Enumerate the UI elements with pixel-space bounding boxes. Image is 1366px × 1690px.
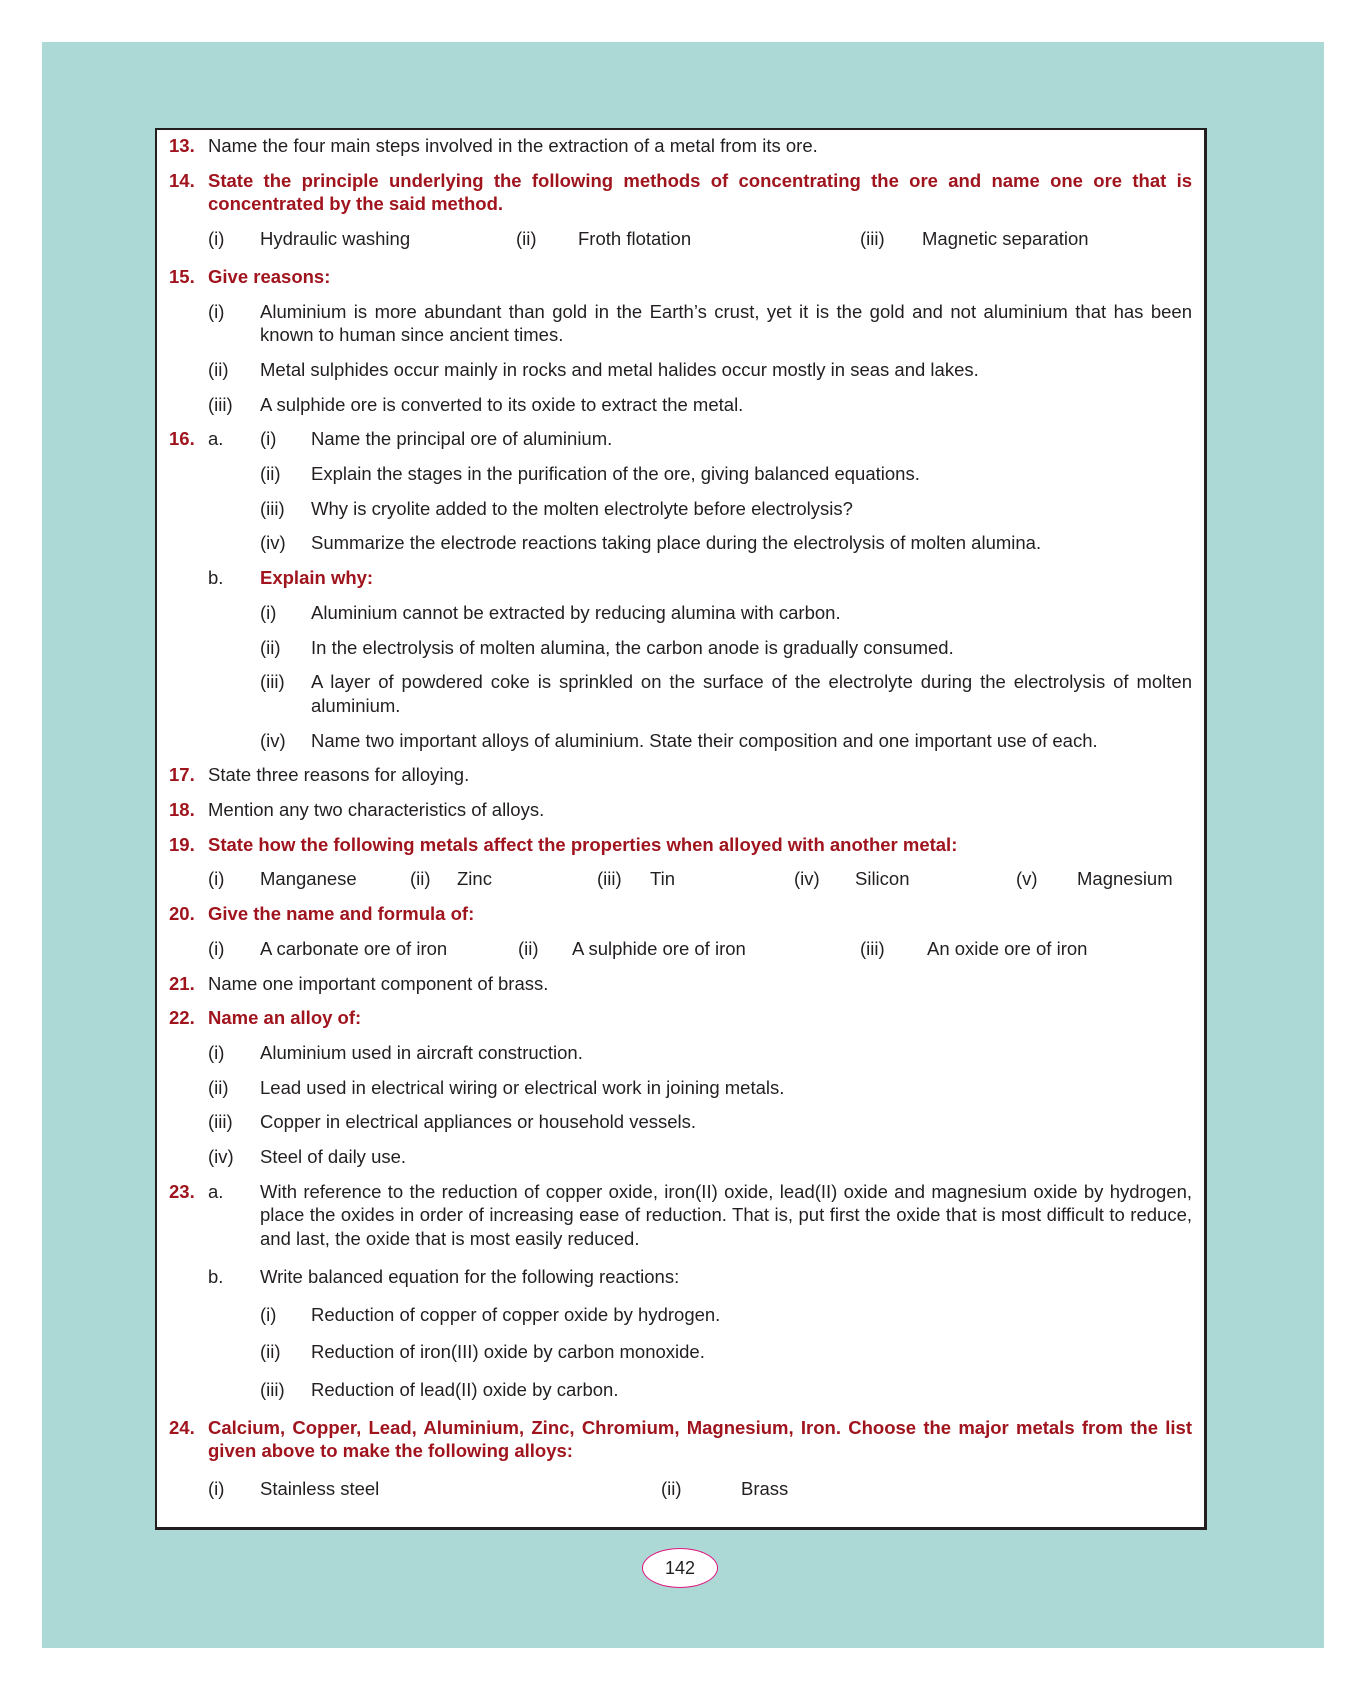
sub-item: [169, 393, 1192, 417]
question-number: 16.: [169, 428, 195, 450]
question-number: 19.: [169, 833, 195, 855]
sub-item: [169, 1145, 1192, 1169]
option-label: (i): [208, 937, 225, 959]
option-text: A carbonate ore of iron: [260, 937, 448, 959]
sub-item: [169, 1378, 1192, 1402]
question-text: State three reasons for alloying.: [208, 764, 470, 786]
question-number: 15.: [169, 265, 195, 287]
question-15: [169, 265, 1192, 289]
option-label: (ii): [410, 868, 431, 890]
sub-text: In the electrolysis of molten alumina, the carbon anode is gradually consumed.: [311, 636, 954, 658]
part-text: With reference to the reduction of copper oxide, iron(II) oxide, lead(II) oxide and magnesium oxide by hydrogen, place the oxides in order of increasing ease of reduction. That is, put first the oxide that is most difficult to reduce, and last, the oxide that is most easily reduced.: [260, 1180, 1192, 1250]
part-label: b.: [208, 1265, 224, 1287]
question-number: 18.: [169, 799, 195, 821]
sub-item: [169, 1041, 1192, 1065]
sub-text: A layer of powdered coke is sprinkled on the surface of the electrolyte during the electrolysis of molten aluminium.: [311, 671, 1192, 716]
option-label: (i): [208, 228, 225, 250]
option-label: (ii): [518, 937, 539, 959]
option-label: (i): [208, 1478, 225, 1500]
question-14: [169, 169, 1192, 216]
option-text: Silicon: [855, 868, 910, 890]
option-text: Manganese: [260, 868, 357, 890]
question-text: Name an alloy of:: [208, 1007, 362, 1029]
sub-item: [169, 1076, 1192, 1100]
part-label: a.: [208, 1180, 224, 1202]
sub-label: (ii): [260, 463, 281, 485]
option-text: Hydraulic washing: [260, 228, 411, 250]
question-19-options: [169, 867, 1192, 891]
question-text: Calcium, Copper, Lead, Aluminium, Zinc, Chromium, Magnesium, Iron. Choose the major metals from the list given above to make the following alloys:: [208, 1416, 1192, 1462]
sub-text: Reduction of copper of copper oxide by hydrogen.: [311, 1303, 721, 1325]
sub-label: (i): [208, 300, 225, 322]
question-19: [169, 833, 1192, 857]
question-number: 20.: [169, 903, 195, 925]
question-text: Give the name and formula of:: [208, 903, 475, 925]
sub-item: [169, 636, 1192, 660]
option-label: (ii): [661, 1478, 682, 1500]
question-text: State the principle underlying the following methods of concentrating the ore and name one ore that is concentrated by the said method.: [208, 169, 1192, 215]
sub-label: (ii): [208, 358, 229, 380]
sub-label: (iii): [260, 497, 285, 519]
sub-text: Reduction of lead(II) oxide by carbon.: [311, 1378, 619, 1400]
sub-label: (iii): [208, 1111, 233, 1133]
option-text: Magnetic separation: [922, 228, 1089, 250]
option-label: (iii): [597, 868, 622, 890]
part-label: a.: [208, 428, 224, 450]
sub-text: Explain the stages in the purification of the ore, giving balanced equations.: [311, 463, 920, 485]
question-21: [169, 972, 1192, 996]
option-text: Stainless steel: [260, 1478, 380, 1500]
sub-label: (i): [260, 601, 277, 623]
option-label: (i): [208, 868, 225, 890]
question-text: Mention any two characteristics of alloys.: [208, 799, 545, 821]
sub-label: (i): [260, 1303, 277, 1325]
option-label: (iii): [860, 937, 885, 959]
question-number: 17.: [169, 764, 195, 786]
sub-label: (ii): [208, 1076, 229, 1098]
part-heading: Explain why:: [260, 567, 374, 589]
question-17: [169, 763, 1192, 787]
sub-text: A sulphide ore is converted to its oxide to extract the metal.: [260, 393, 744, 415]
sub-label: (iv): [208, 1146, 234, 1168]
option-label: (iii): [860, 228, 885, 250]
sub-item: [169, 1110, 1192, 1134]
option-text: Froth flotation: [578, 228, 692, 250]
question-text: Name one important component of brass.: [208, 972, 549, 994]
option-text: Tin: [650, 868, 676, 890]
option-label: (v): [1016, 868, 1038, 890]
question-text: Give reasons:: [208, 265, 331, 287]
sub-item: [169, 729, 1192, 753]
question-number: 23.: [169, 1180, 195, 1202]
sub-text: Aluminium used in aircraft construction.: [260, 1041, 583, 1063]
part-text: Write balanced equation for the following reactions:: [260, 1265, 680, 1287]
question-16b: [169, 566, 1192, 590]
sub-item: [169, 601, 1192, 625]
sub-label: (ii): [260, 1341, 281, 1363]
option-text: A sulphide ore of iron: [572, 937, 746, 959]
sub-label: (ii): [260, 636, 281, 658]
question-13: [169, 134, 1192, 158]
option-label: (iv): [794, 868, 820, 890]
sub-text: Summarize the electrode reactions taking place during the electrolysis of molten alumina.: [311, 532, 1042, 554]
sub-label: (iii): [260, 671, 285, 693]
question-20: [169, 902, 1192, 926]
question-number: 13.: [169, 135, 195, 156]
question-18: [169, 798, 1192, 822]
sub-label: (iv): [260, 532, 286, 554]
sub-text: Name two important alloys of aluminium. State their composition and one important use of each.: [311, 729, 1098, 751]
sub-label: (i): [260, 428, 277, 450]
option-label: (ii): [516, 228, 537, 250]
option-text: An oxide ore of iron: [927, 937, 1088, 959]
sub-label: (iv): [260, 729, 286, 751]
sub-text: Aluminium cannot be extracted by reducing alumina with carbon.: [311, 601, 841, 623]
sub-item: [169, 670, 1192, 717]
sub-text: Name the principal ore of aluminium.: [311, 428, 613, 450]
exercise-box: [155, 128, 1207, 1530]
option-text: Brass: [741, 1478, 789, 1500]
sub-text: Reduction of iron(III) oxide by carbon monoxide.: [311, 1341, 705, 1363]
sub-text: Lead used in electrical wiring or electrical work in joining metals.: [260, 1076, 785, 1098]
option-text: Magnesium: [1077, 868, 1173, 890]
sub-text: Metal sulphides occur mainly in rocks and metal halides occur mostly in seas and lakes.: [260, 358, 979, 380]
option-text: Zinc: [457, 868, 492, 890]
part-label: b.: [208, 567, 224, 589]
sub-item: [169, 531, 1192, 555]
question-22: [169, 1006, 1192, 1030]
question-number: 21.: [169, 972, 195, 994]
question-24-options: [169, 1477, 1192, 1501]
sub-text: Steel of daily use.: [260, 1146, 407, 1168]
sub-label: (iii): [260, 1378, 285, 1400]
question-text: State how the following metals affect the properties when alloyed with another metal:: [208, 833, 958, 855]
sub-item: [169, 1340, 1192, 1364]
question-24: [169, 1416, 1192, 1463]
sub-text: Why is cryolite added to the molten electrolyte before electrolysis?: [311, 497, 853, 519]
question-number: 14.: [169, 169, 195, 191]
question-16a-i: [169, 427, 1192, 451]
sub-item: [169, 358, 1192, 382]
question-23b: [169, 1265, 1192, 1289]
sub-item: [169, 300, 1192, 347]
question-number: 24.: [169, 1416, 195, 1438]
sub-text: Copper in electrical appliances or household vessels.: [260, 1111, 697, 1133]
question-14-options: [169, 227, 1192, 251]
sub-text: Aluminium is more abundant than gold in the Earth’s crust, yet it is the gold and not aluminium that has been known to human since ancient times.: [260, 300, 1192, 346]
sub-label: (i): [208, 1041, 225, 1063]
sub-item: [169, 497, 1192, 521]
sub-item: [169, 1303, 1192, 1327]
sub-item: [169, 462, 1192, 486]
question-text: Name the four main steps involved in the extraction of a metal from its ore.: [208, 135, 818, 156]
question-23a: [169, 1180, 1192, 1251]
question-20-options: [169, 937, 1192, 961]
page-number: 142: [642, 1548, 718, 1588]
question-number: 22.: [169, 1007, 195, 1029]
sub-label: (iii): [208, 393, 233, 415]
